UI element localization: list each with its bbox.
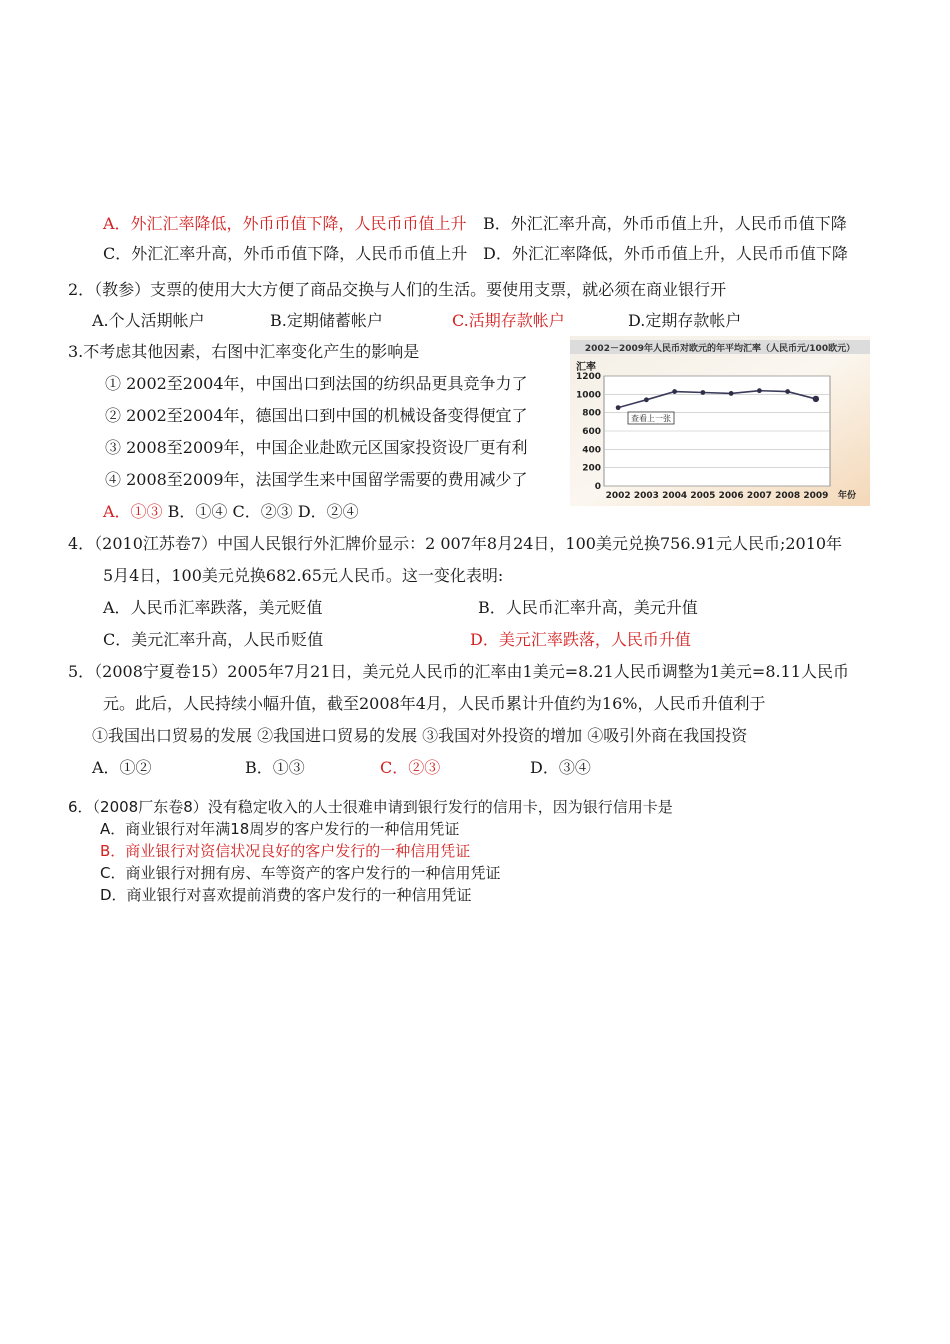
q3-answer-line	[103, 502, 359, 522]
q3-answer-correct: A．①③	[103, 502, 163, 521]
annotation-box	[628, 412, 674, 424]
y-tick-label: 1200	[575, 372, 601, 382]
y-tick-label: 1000	[575, 390, 601, 401]
y-tick-label: 0	[594, 482, 601, 492]
x-tick-label: 2007	[746, 491, 772, 501]
y-axis-label: 汇率	[576, 362, 596, 373]
q1-option-b: B．外汇汇率升高，外币币值上升，人民币币值下降	[483, 214, 847, 233]
q6-option-b: B．商业银行对资信状况良好的客户发行的一种信用凭证	[100, 842, 471, 860]
q6-option-a: A．商业银行对年满18周岁的客户发行的一种信用凭证	[100, 820, 460, 838]
y-tick-label: 200	[582, 463, 601, 474]
x-tick-label: 2002	[605, 491, 631, 501]
q1-option-c: C．外汇汇率升高，外币币值下降，人民币币值上升	[103, 244, 468, 263]
q5-stem-line2: 元。此后，人民持续小幅升值，截至2008年4月，人民币累计升值约为16%，人民币升值利于	[103, 694, 766, 713]
x-tick-label: 2004	[662, 491, 688, 501]
q4-stem-line1: 4．（2010江苏卷7）中国人民银行外汇牌价显示：2 007年8月24日，100美元兑换756.91元人民币;2010年	[68, 534, 843, 553]
q5-option-a: A．①②	[92, 758, 152, 777]
q2-option-b: B.定期储蓄帐户	[270, 311, 383, 330]
annotation-text: 查看上一张	[631, 414, 671, 423]
q2-option-a: A.个人活期帐户	[92, 311, 205, 330]
q5-option-d: D．③④	[530, 758, 591, 777]
q4-option-b: B．人民币汇率升高，美元升值	[478, 598, 698, 617]
q4-option-c: C．美元汇率升高，人民币贬值	[103, 630, 324, 649]
q5-option-b: B．①③	[245, 758, 305, 777]
q6-option-c: C．商业银行对拥有房、车等资产的客户发行的一种信用凭证	[100, 864, 501, 882]
q1-option-a: A．外汇汇率降低，外币币值下降，人民币币值上升	[103, 214, 467, 233]
q2-option-c: C.活期存款帐户	[452, 311, 565, 330]
q3-answer-others: B．①④ C．②③ D．②④	[162, 502, 359, 521]
q5-items: ①我国出口贸易的发展 ②我国进口贸易的发展 ③我国对外投资的增加 ④吸引外商在我国投资	[92, 726, 748, 745]
data-point	[672, 389, 677, 394]
q2-stem: 2．（教参）支票的使用大大方便了商品交换与人们的生活。要使用支票，就必须在商业银行开	[68, 280, 727, 299]
y-tick-label: 600	[582, 427, 601, 437]
data-point	[785, 389, 790, 394]
q6-option-d: D．商业银行对喜欢提前消费的客户发行的一种信用凭证	[100, 886, 472, 904]
q2-option-d: D.定期存款帐户	[628, 311, 742, 330]
q3-stem: 3.不考虑其他因素，右图中汇率变化产生的影响是	[68, 342, 420, 361]
chart-svg	[570, 336, 870, 506]
q3-item-4: ④ 2008至2009年，法国学生来中国留学需要的费用减少了	[105, 470, 528, 489]
data-point	[757, 388, 762, 393]
q4-option-d: D．美元汇率跌落，人民币升值	[470, 630, 691, 649]
x-tick-label: 2009	[803, 491, 829, 501]
data-point	[644, 397, 649, 402]
exchange-rate-chart	[570, 336, 870, 506]
q3-item-3: ③ 2008至2009年，中国企业赴欧元区国家投资设厂更有利	[105, 438, 528, 457]
data-point	[616, 405, 621, 410]
chart-title: 2002－2009年人民币对欧元的年平均汇率（人民币元/100欧元）	[584, 344, 856, 354]
q5-stem-line1: 5．（2008宁夏卷15）2005年7月21日，美元兑人民币的汇率由1美元=8.21人民币调整为1美元=8.11人民币	[68, 662, 849, 681]
q1-option-d: D．外汇汇率降低，外币币值上升，人民币币值下降	[483, 244, 848, 263]
q3-item-2: ② 2002至2004年，德国出口到中国的机械设备变得便宜了	[105, 406, 528, 425]
q3-item-1: ① 2002至2004年，中国出口到法国的纺织品更具竞争力了	[105, 374, 528, 393]
x-tick-label: 2005	[690, 491, 716, 501]
q4-stem-line2: 5月4日，100美元兑换682.65元人民币。这一变化表明:	[103, 566, 504, 585]
q6-stem: 6．（2008厂东卷8）没有稳定收入的人士很难申请到银行发行的信用卡，因为银行信用卡是	[68, 798, 673, 816]
data-point	[729, 391, 734, 396]
data-point	[700, 390, 705, 395]
x-axis-label: 年份	[838, 491, 857, 501]
data-point	[813, 396, 819, 402]
x-tick-label: 2006	[718, 491, 744, 501]
x-tick-label: 2008	[775, 491, 801, 501]
q4-option-a: A．人民币汇率跌落，美元贬值	[103, 598, 323, 617]
q5-option-c: C．②③	[380, 758, 441, 777]
y-tick-label: 400	[582, 445, 601, 456]
x-tick-label: 2003	[633, 491, 659, 501]
y-tick-label: 800	[582, 408, 601, 419]
